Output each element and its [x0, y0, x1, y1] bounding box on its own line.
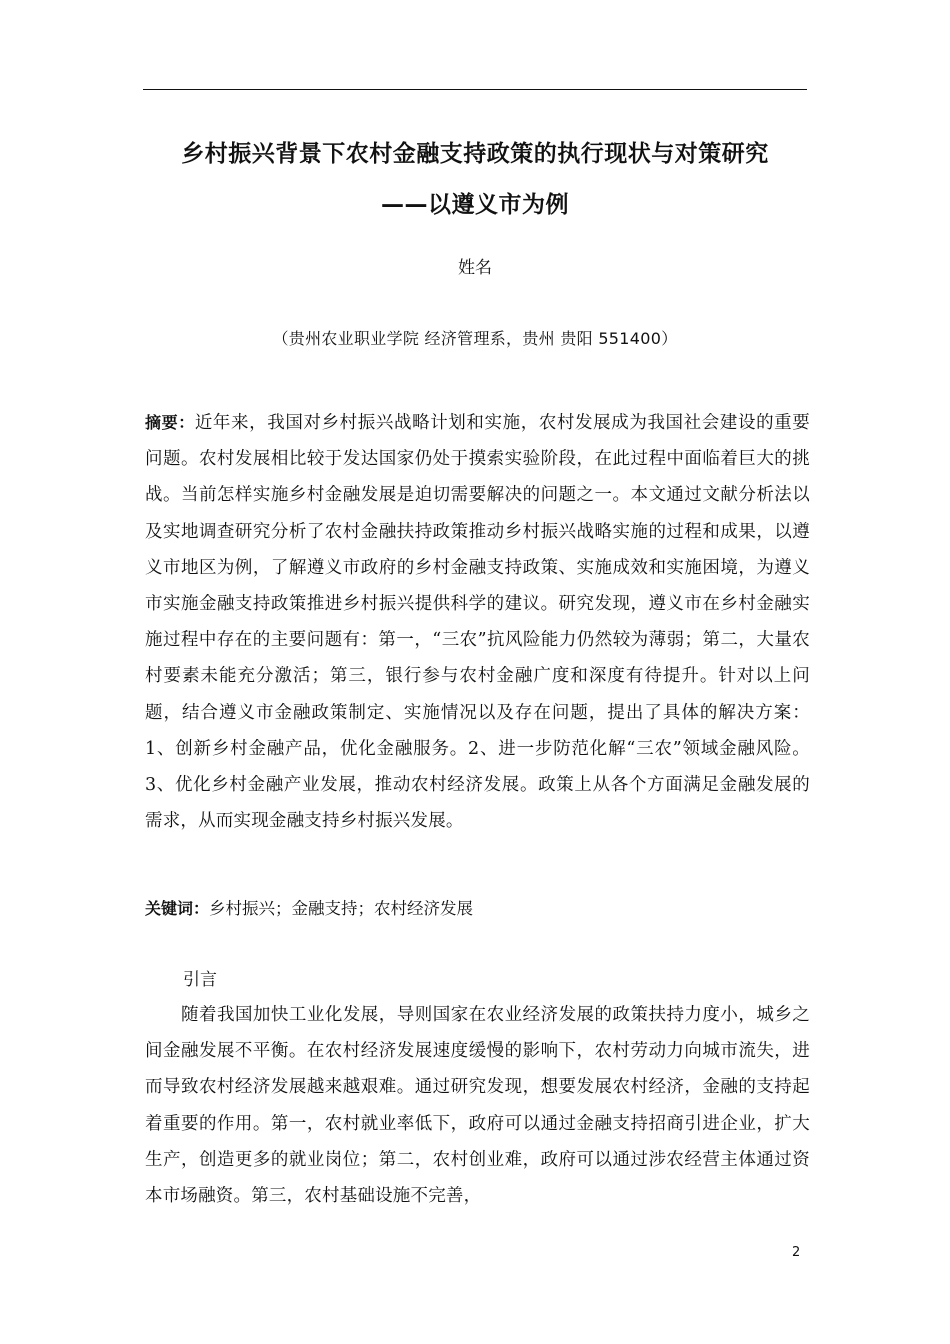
paper-subtitle: ——以遵义市为例: [381, 192, 569, 218]
keywords-label: 关键词：: [145, 899, 210, 918]
header-rule: [143, 89, 807, 90]
keywords-text: 乡村振兴；金融支持；农村经济发展: [209, 899, 474, 918]
abstract-label: 摘要：: [145, 413, 195, 432]
author-name: 姓名: [458, 258, 492, 278]
introduction-paragraph: 随着我国加快工业化发展，导则国家在农业经济发展的政策扶持力度小，城乡之间金融发展不平衡。在农村经济发展速度缓慢的影响下，农村劳动力向城市流失，进而导致农村经济发展越来越艰难。通过研究发现，想要发展农村经济，金融的支持起着重要的作用。第一，农村就业率低下，政府可以通过金融支持招商引进企业，扩大生产，创造更多的就业岗位；第二，农村创业难，政府可以通过涉农经营主体通过资本市场融资。第三，农村基础设施不完善，: [145, 1005, 810, 1207]
author-affiliation: （贵州农业职业学院 经济管理系，贵州 贵阳 551400）: [272, 329, 678, 348]
paper-title: 乡村振兴背景下农村金融支持政策的执行现状与对策研究: [181, 141, 769, 167]
keywords-line: [145, 894, 810, 924]
abstract-paragraph: [145, 405, 810, 839]
section-heading-introduction: 引言: [183, 970, 217, 990]
abstract-text: 近年来，我国对乡村振兴战略计划和实施，农村发展成为我国社会建设的重要问题。农村发展相比较于发达国家仍处于摸索实验阶段，在此过程中面临着巨大的挑战。当前怎样实施乡村金融发展是迫切需要解决的问题之一。本文通过文献分析法以及实地调查研究分析了农村金融扶持政策推动乡村振兴战略实施的过程和成果，以遵义市地区为例，了解遵义市政府的乡村金融支持政策、实施成效和实施困境，为遵义市实施金融支持政策推进乡村振兴提供科学的建议。研究发现，遵义市在乡村金融实施过程中存在的主要问题有：第一，“三农”抗风险能力仍然较为薄弱；第二，大量农村要素未能充分激活；第三，银行参与农村金融广度和深度有待提升。针对以上问题，结合遵义市金融政策制定、实施情况以及存在问题，提出了具体的解决方案：1、创新乡村金融产品，优化金融服务。2、进一步防范化解“三农”领域金融风险。3、优化乡村金融产业发展，推动农村经济发展。政策上从各个方面满足金融发展的需求，从而实现金融支持乡村振兴发展。: [145, 413, 810, 832]
page-number: 2: [792, 1245, 801, 1260]
